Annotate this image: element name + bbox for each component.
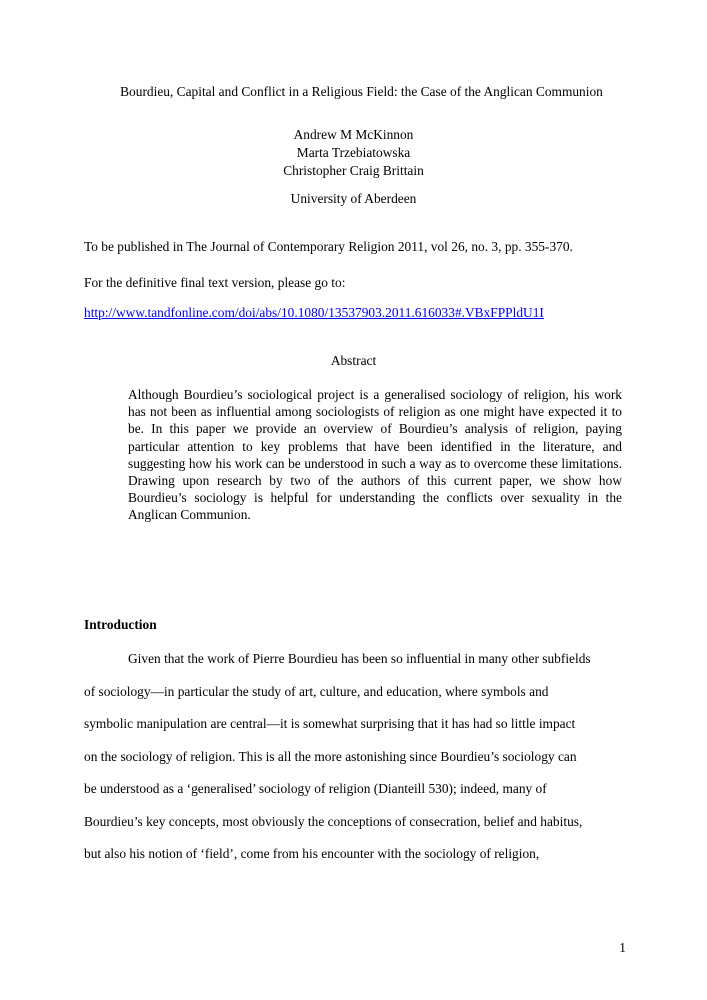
author-name: Andrew M McKinnon — [293, 127, 414, 142]
body-line: Given that the work of Pierre Bourdieu has been so influential in many other subfields — [128, 651, 591, 666]
body-line: Bourdieu’s key concepts, most obviously the conceptions of consecration, belief and habitus, — [84, 813, 583, 829]
introduction-heading: Introduction — [84, 617, 157, 632]
page-number: 1 — [619, 940, 626, 955]
doi-link[interactable]: http://www.tandfonline.com/doi/abs/10.1080/13537903.2011.616033#.VBxFPPldU1I — [84, 305, 544, 320]
publication-note: To be published in The Journal of Contemporary Religion 2011, vol 26, no. 3, pp. 355-370. — [84, 239, 573, 254]
abstract-heading: Abstract — [330, 353, 377, 368]
body-line: on the sociology of religion. This is all the more astonishing since Bourdieu’s sociology can — [84, 748, 577, 764]
author-list — [0, 126, 707, 180]
paper-title: Bourdieu, Capital and Conflict in a Religious Field: the Case of the Anglican Communion — [120, 84, 603, 99]
body-line: of sociology—in particular the study of art, culture, and education, where symbols and — [84, 683, 549, 699]
author-name: Marta Trzebiatowska — [296, 145, 411, 160]
definitive-version-note: For the definitive final text version, please go to: — [84, 275, 346, 290]
body-line: be understood as a ‘generalised’ sociology of religion (Dianteill 530); indeed, many of — [84, 781, 547, 796]
abstract-text: Although Bourdieu’s sociological project is a generalised sociology of religion, his work has not been as influential among sociologists of religion as one might have expected it to be. In this paper we provide an overview of Bourdieu’s analysis of religion, paying particular attention to key problems that have been identified in the literature, and suggesting how his work can be understood in such a way as to overcome these limitations. Drawing upon research by two of the authors of this current paper, we show how Bourdieu’s sociology is helpful for understanding the conflicts over sexuality in the Anglican Communion. — [128, 387, 622, 523]
introduction-body — [84, 650, 624, 878]
affiliation: University of Aberdeen — [290, 191, 417, 206]
author-name: Christopher Craig Brittain — [283, 163, 424, 178]
body-line: but also his notion of ‘field’, come from his encounter with the sociology of religion, — [84, 846, 540, 861]
body-line: symbolic manipulation are central—it is somewhat surprising that it has had so little impact — [84, 716, 576, 731]
